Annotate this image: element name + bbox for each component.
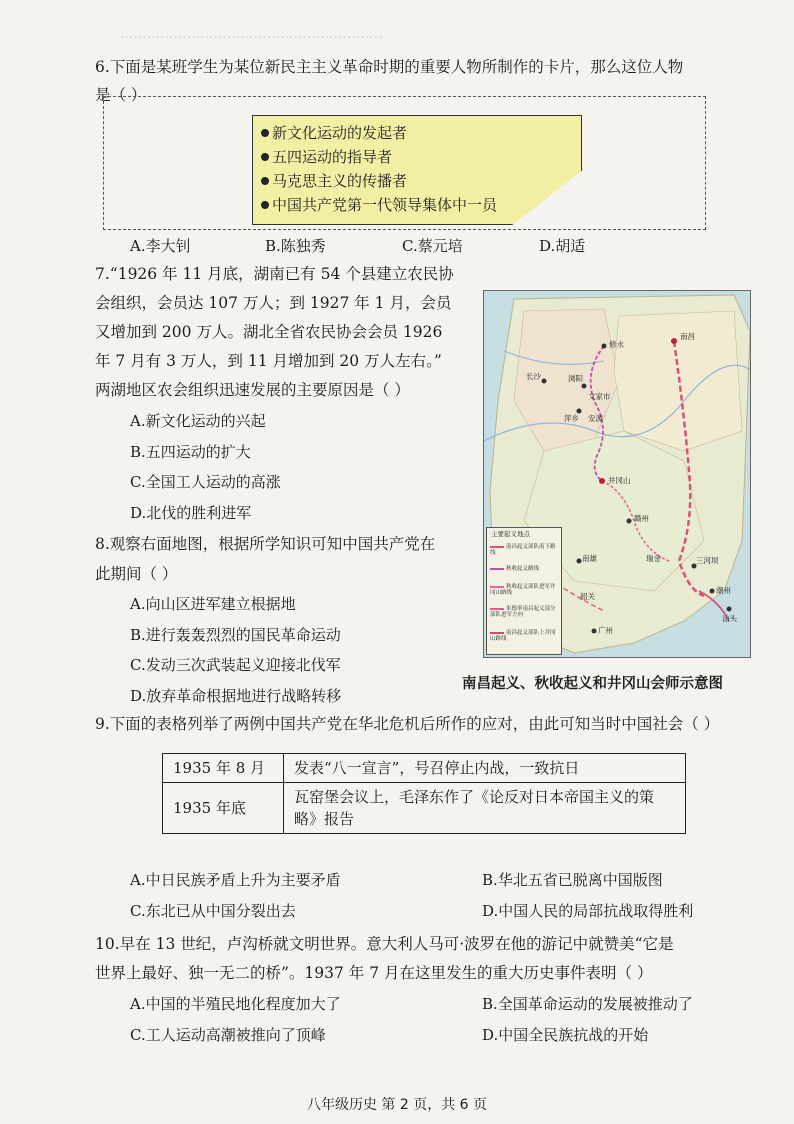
legend-title: 主要起义地点 — [491, 530, 530, 538]
map-city-label: 南昌 — [680, 332, 695, 341]
q10-option-b[interactable]: B.全国革命运动的发展被推动了 — [482, 995, 693, 1013]
map-legend — [486, 527, 562, 655]
card-item: 五四运动的指导者 — [261, 145, 573, 169]
map-city-label: 赣州 — [634, 514, 649, 523]
map-city-label: 韶关 — [580, 592, 595, 601]
q6-option-b[interactable]: B.陈独秀 — [265, 237, 326, 255]
legend-item: 南昌起义部队南下路线 — [490, 544, 556, 556]
q10-stem-line2: 世界上最好、独一无二的桥”。1937 年 7 月在这里发生的重大历史事件表明（ ） — [95, 964, 653, 982]
card-item: 马克思主义的传播者 — [261, 169, 573, 193]
table-cell-date: 1935 年底 — [163, 783, 284, 834]
q7-stem-line4: 年 7 月有 3 万人，到 11 月增加到 20 万人左右。” — [95, 352, 442, 370]
q9-stem: 9.下面的表格列举了两例中国共产党在华北危机后所作的应对，由此可知当时中国社会（ ） — [95, 715, 720, 733]
legend-item: 南昌起义部队上井冈山路线 — [490, 630, 556, 642]
table-row — [163, 783, 686, 834]
q7-option-a[interactable]: A.新文化运动的兴起 — [130, 412, 266, 430]
bullet-icon — [261, 153, 269, 161]
map-city-label: 潮州 — [716, 586, 731, 595]
map-city-label: 南雄 — [582, 554, 597, 563]
q7-stem-line5: 两湖地区农会组织迅速发展的主要原因是（ ） — [95, 381, 410, 399]
q8-map — [483, 290, 751, 658]
q6-option-d[interactable]: D.胡适 — [539, 237, 586, 255]
map-city-label: 萍乡 — [564, 414, 579, 423]
q7-option-c[interactable]: C.全国工人运动的高涨 — [130, 473, 281, 491]
q7-stem-line2: 会组织，会员达 107 万人；到 1927 年 1 月，会员 — [95, 294, 452, 312]
table-cell-event: 发表“八一宣言”，号召停止内战，一致抗日 — [284, 754, 686, 783]
table-row — [163, 754, 686, 783]
q8-stem-line2: 此期间（ ） — [95, 565, 178, 583]
q7-stem-line1: 7.“1926 年 11 月底，湖南已有 54 个县建立农民协 — [95, 265, 454, 283]
q6-stem-line2: 是（ ） — [95, 86, 147, 104]
route-arrow-icon — [490, 632, 504, 634]
q6-person-card — [252, 115, 582, 225]
q8-option-b[interactable]: B.进行轰轰烈烈的国民革命运动 — [130, 626, 341, 644]
bullet-icon — [261, 177, 269, 185]
bullet-icon — [261, 201, 269, 209]
table-cell-event: 瓦窑堡会议上，毛泽东作了《论反对日本帝国主义的策略》报告 — [284, 783, 686, 834]
map-city-label: 汕头 — [722, 614, 737, 623]
route-arrow-icon — [490, 608, 504, 610]
map-city-label: 文家市 — [588, 392, 611, 401]
legend-item: 秋收起义路线 — [490, 566, 560, 572]
map-city-label: 安源 — [588, 414, 603, 423]
map-city-label: 广州 — [598, 626, 613, 635]
card-item: 新文化运动的发起者 — [261, 121, 573, 145]
q10-stem-line1: 10.早在 13 世纪，卢沟桥就文明世界。意大利人马可·波罗在他的游记中就赞美“它是 — [95, 935, 674, 953]
q10-option-c[interactable]: C.工人运动高潮被推向了顶峰 — [130, 1026, 326, 1044]
q8-option-c[interactable]: C.发动三次武装起义迎接北伐军 — [130, 656, 341, 674]
table-cell-date: 1935 年 8 月 — [163, 754, 284, 783]
q9-option-c[interactable]: C.东北已从中国分裂出去 — [130, 902, 296, 920]
q10-option-a[interactable]: A.中国的半殖民地化程度加大了 — [130, 995, 341, 1013]
route-arrow-icon — [490, 586, 504, 588]
map-city-label: 井冈山 — [608, 476, 631, 485]
q6-stem-line1: 6.下面是某班学生为某位新民主主义革命时期的重要人物所制作的卡片，那么这位人物 — [95, 58, 684, 76]
bleed-through: ··························································· — [120, 30, 383, 46]
q7-option-b[interactable]: B.五四运动的扩大 — [130, 443, 251, 461]
route-arrow-icon — [490, 568, 504, 570]
legend-item: 秋收起义部队进军井冈山路线 — [490, 584, 556, 596]
q6-option-c[interactable]: C.蔡元培 — [402, 237, 463, 255]
footer-text: 八年级历史 第 2 页，共 6 页 — [306, 1097, 488, 1113]
map-city-label: 修水 — [609, 340, 624, 349]
q9-option-b[interactable]: B.华北五省已脱离中国版图 — [482, 871, 663, 889]
map-city-label: 浏阳 — [568, 374, 583, 383]
map-city-label: 瑞金 — [646, 554, 661, 563]
q6-option-a[interactable]: A.李大钊 — [130, 237, 191, 255]
map-city-label: 长沙 — [526, 372, 541, 381]
map-city-label: 三河坝 — [696, 556, 719, 565]
q7-option-d[interactable]: D.北伐的胜利进军 — [130, 504, 252, 522]
q8-stem-line1: 8.观察右面地图，根据所学知识可知中国共产党在 — [95, 535, 436, 553]
q9-option-a[interactable]: A.中日民族矛盾上升为主要矛盾 — [130, 871, 341, 889]
q7-stem-line3: 又增加到 200 万人。湖北全省农民协会会员 1926 — [95, 323, 443, 341]
page-footer — [0, 1094, 794, 1114]
q9-option-d[interactable]: D.中国人民的局部抗战取得胜利 — [482, 902, 694, 920]
q10-option-d[interactable]: D.中国全民族抗战的开始 — [482, 1026, 649, 1044]
card-item: 中国共产党第一代领导集体中一员 — [261, 193, 573, 217]
q9-table — [162, 753, 686, 834]
q8-option-a[interactable]: A.向山区进军建立根据地 — [130, 595, 296, 613]
q8-option-d[interactable]: D.放弃革命根据地进行战略转移 — [130, 687, 342, 705]
bullet-icon — [261, 129, 269, 137]
map-caption: 南昌起义、秋收起义和井冈山会师示意图 — [462, 675, 723, 692]
legend-item: 朱德率南昌起义部分部队进军方向 — [490, 606, 556, 618]
route-arrow-icon — [490, 546, 504, 548]
